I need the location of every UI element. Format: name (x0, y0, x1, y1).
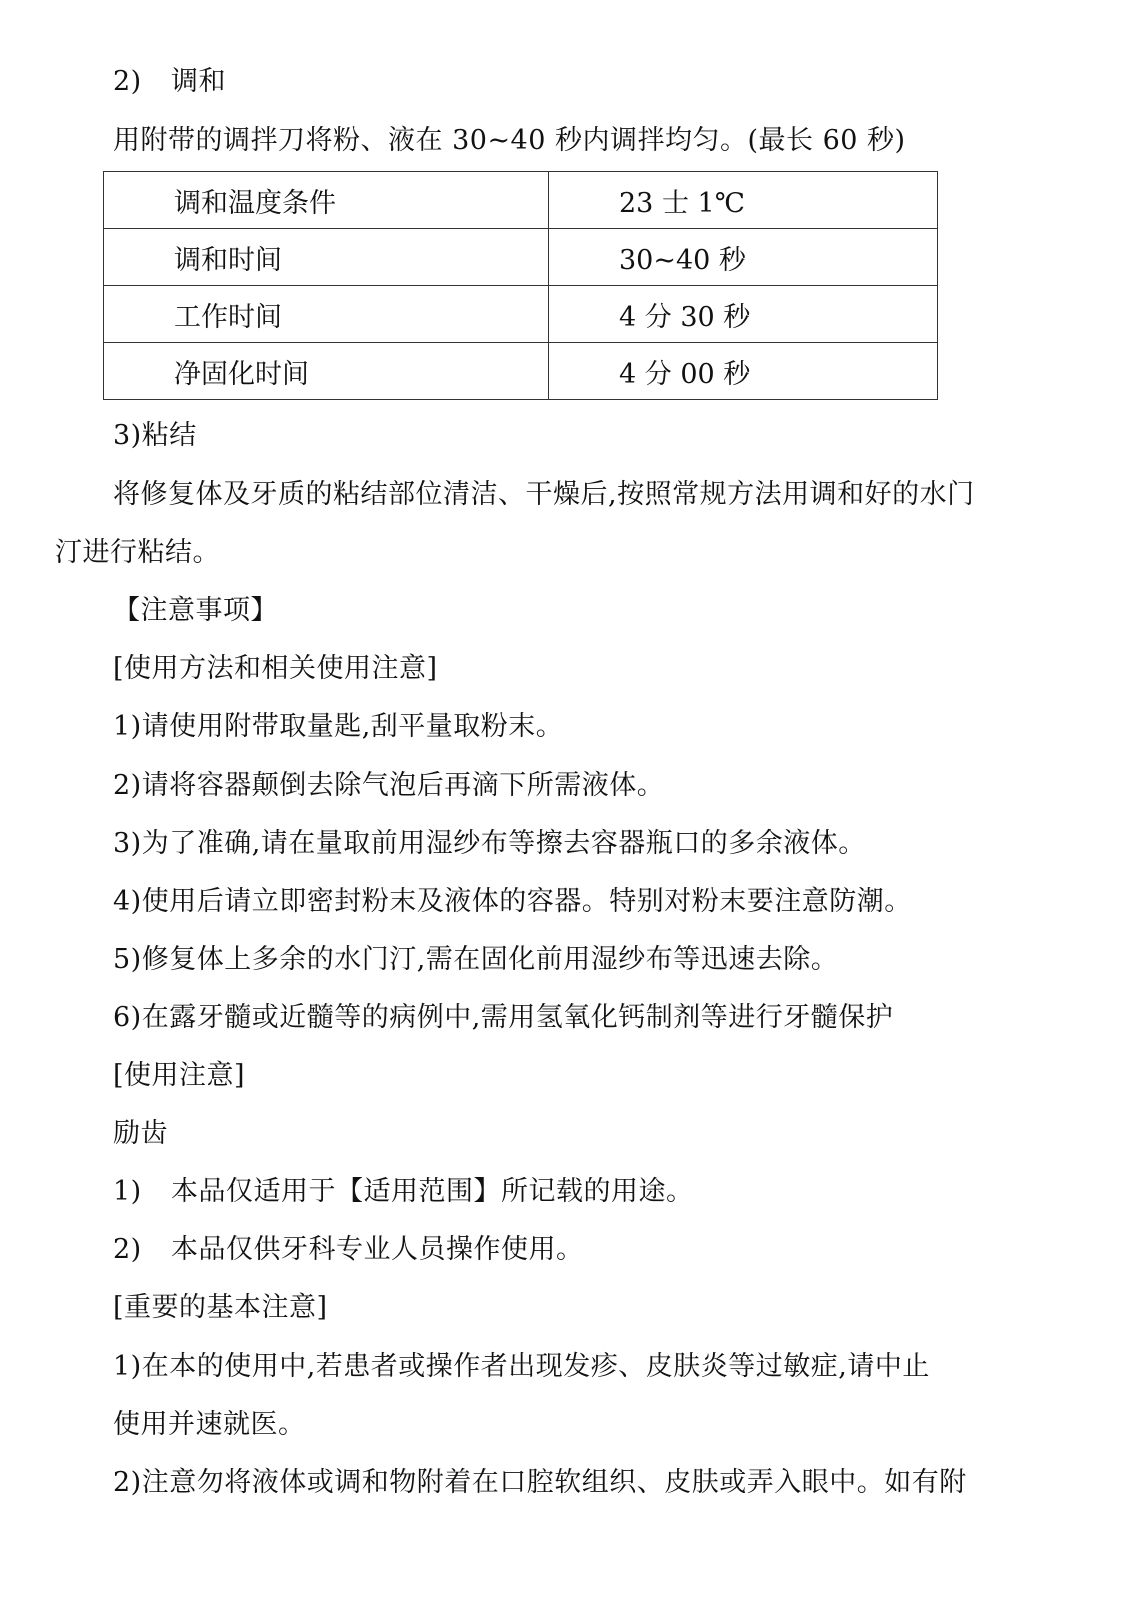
section-bond-heading: 3)粘结 (113, 420, 197, 451)
table-row (104, 343, 938, 400)
param-value: 23 士 1℃ (549, 172, 938, 229)
caution-item-text: 本品仅适用于【适用范围】所记载的用途。 (171, 1176, 694, 1207)
section-mix-title: 调和 (171, 66, 226, 97)
basic-caution-heading: [重要的基本注意] (113, 1292, 328, 1323)
param-value: 4 分 00 秒 (549, 343, 938, 400)
param-value: 30~40 秒 (549, 229, 938, 286)
caution-heading: [使用注意] (113, 1060, 246, 1091)
caution-item (113, 1174, 694, 1210)
section-mix-heading (113, 64, 226, 100)
mixing-parameters-table (103, 171, 938, 400)
usage-item: 4)使用后请立即密封粉末及液体的容器。特别对粉末要注意防潮。 (113, 886, 912, 917)
table-row (104, 172, 938, 229)
table-row (104, 229, 938, 286)
usage-item: 2)请将容器颠倒去除气泡后再滴下所需液体。 (113, 770, 665, 801)
basic-item-1-line-2: 使用并速就医。 (113, 1409, 306, 1440)
usage-item: 3)为了准确,请在量取前用湿纱布等擦去容器瓶口的多余液体。 (113, 828, 866, 859)
param-value: 4 分 30 秒 (549, 286, 938, 343)
notes-heading: 【注意事项】 (113, 595, 278, 626)
param-label: 调和温度条件 (104, 172, 549, 229)
caution-item-text: 本品仅供牙科专业人员操作使用。 (171, 1234, 584, 1265)
param-label: 净固化时间 (104, 343, 549, 400)
bond-text-line-1: 将修复体及牙质的粘结部位清洁、干燥后,按照常规方法用调和好的水门 (113, 479, 975, 510)
basic-item-2-line-1: 2)注意勿将液体或调和物附着在口腔软组织、皮肤或弄入眼中。如有附 (113, 1467, 967, 1498)
mix-instruction: 用附带的调拌刀将粉、液在 30~40 秒内调拌均匀。(最长 60 秒) (113, 125, 906, 156)
param-label: 调和时间 (104, 229, 549, 286)
caution-item-number: 1) (113, 1176, 142, 1207)
caution-subheading: 励齿 (113, 1118, 168, 1149)
usage-item: 6)在露牙髓或近髓等的病例中,需用氢氧化钙制剂等进行牙髓保护 (113, 1002, 894, 1033)
usage-item: 5)修复体上多余的水门汀,需在固化前用湿纱布等迅速去除。 (113, 944, 839, 975)
caution-item-number: 2) (113, 1234, 142, 1265)
usage-item: 1)请使用附带取量匙,刮平量取粉末。 (113, 711, 564, 742)
caution-item (113, 1232, 584, 1268)
usage-heading: [使用方法和相关使用注意] (113, 653, 438, 684)
table-row (104, 286, 938, 343)
param-label: 工作时间 (104, 286, 549, 343)
bond-text-line-2: 汀进行粘结。 (55, 537, 220, 568)
basic-item-1-line-1: 1)在本的使用中,若患者或操作者出现发疹、皮肤炎等过敏症,请中止 (113, 1351, 930, 1382)
section-mix-number: 2) (113, 66, 142, 97)
